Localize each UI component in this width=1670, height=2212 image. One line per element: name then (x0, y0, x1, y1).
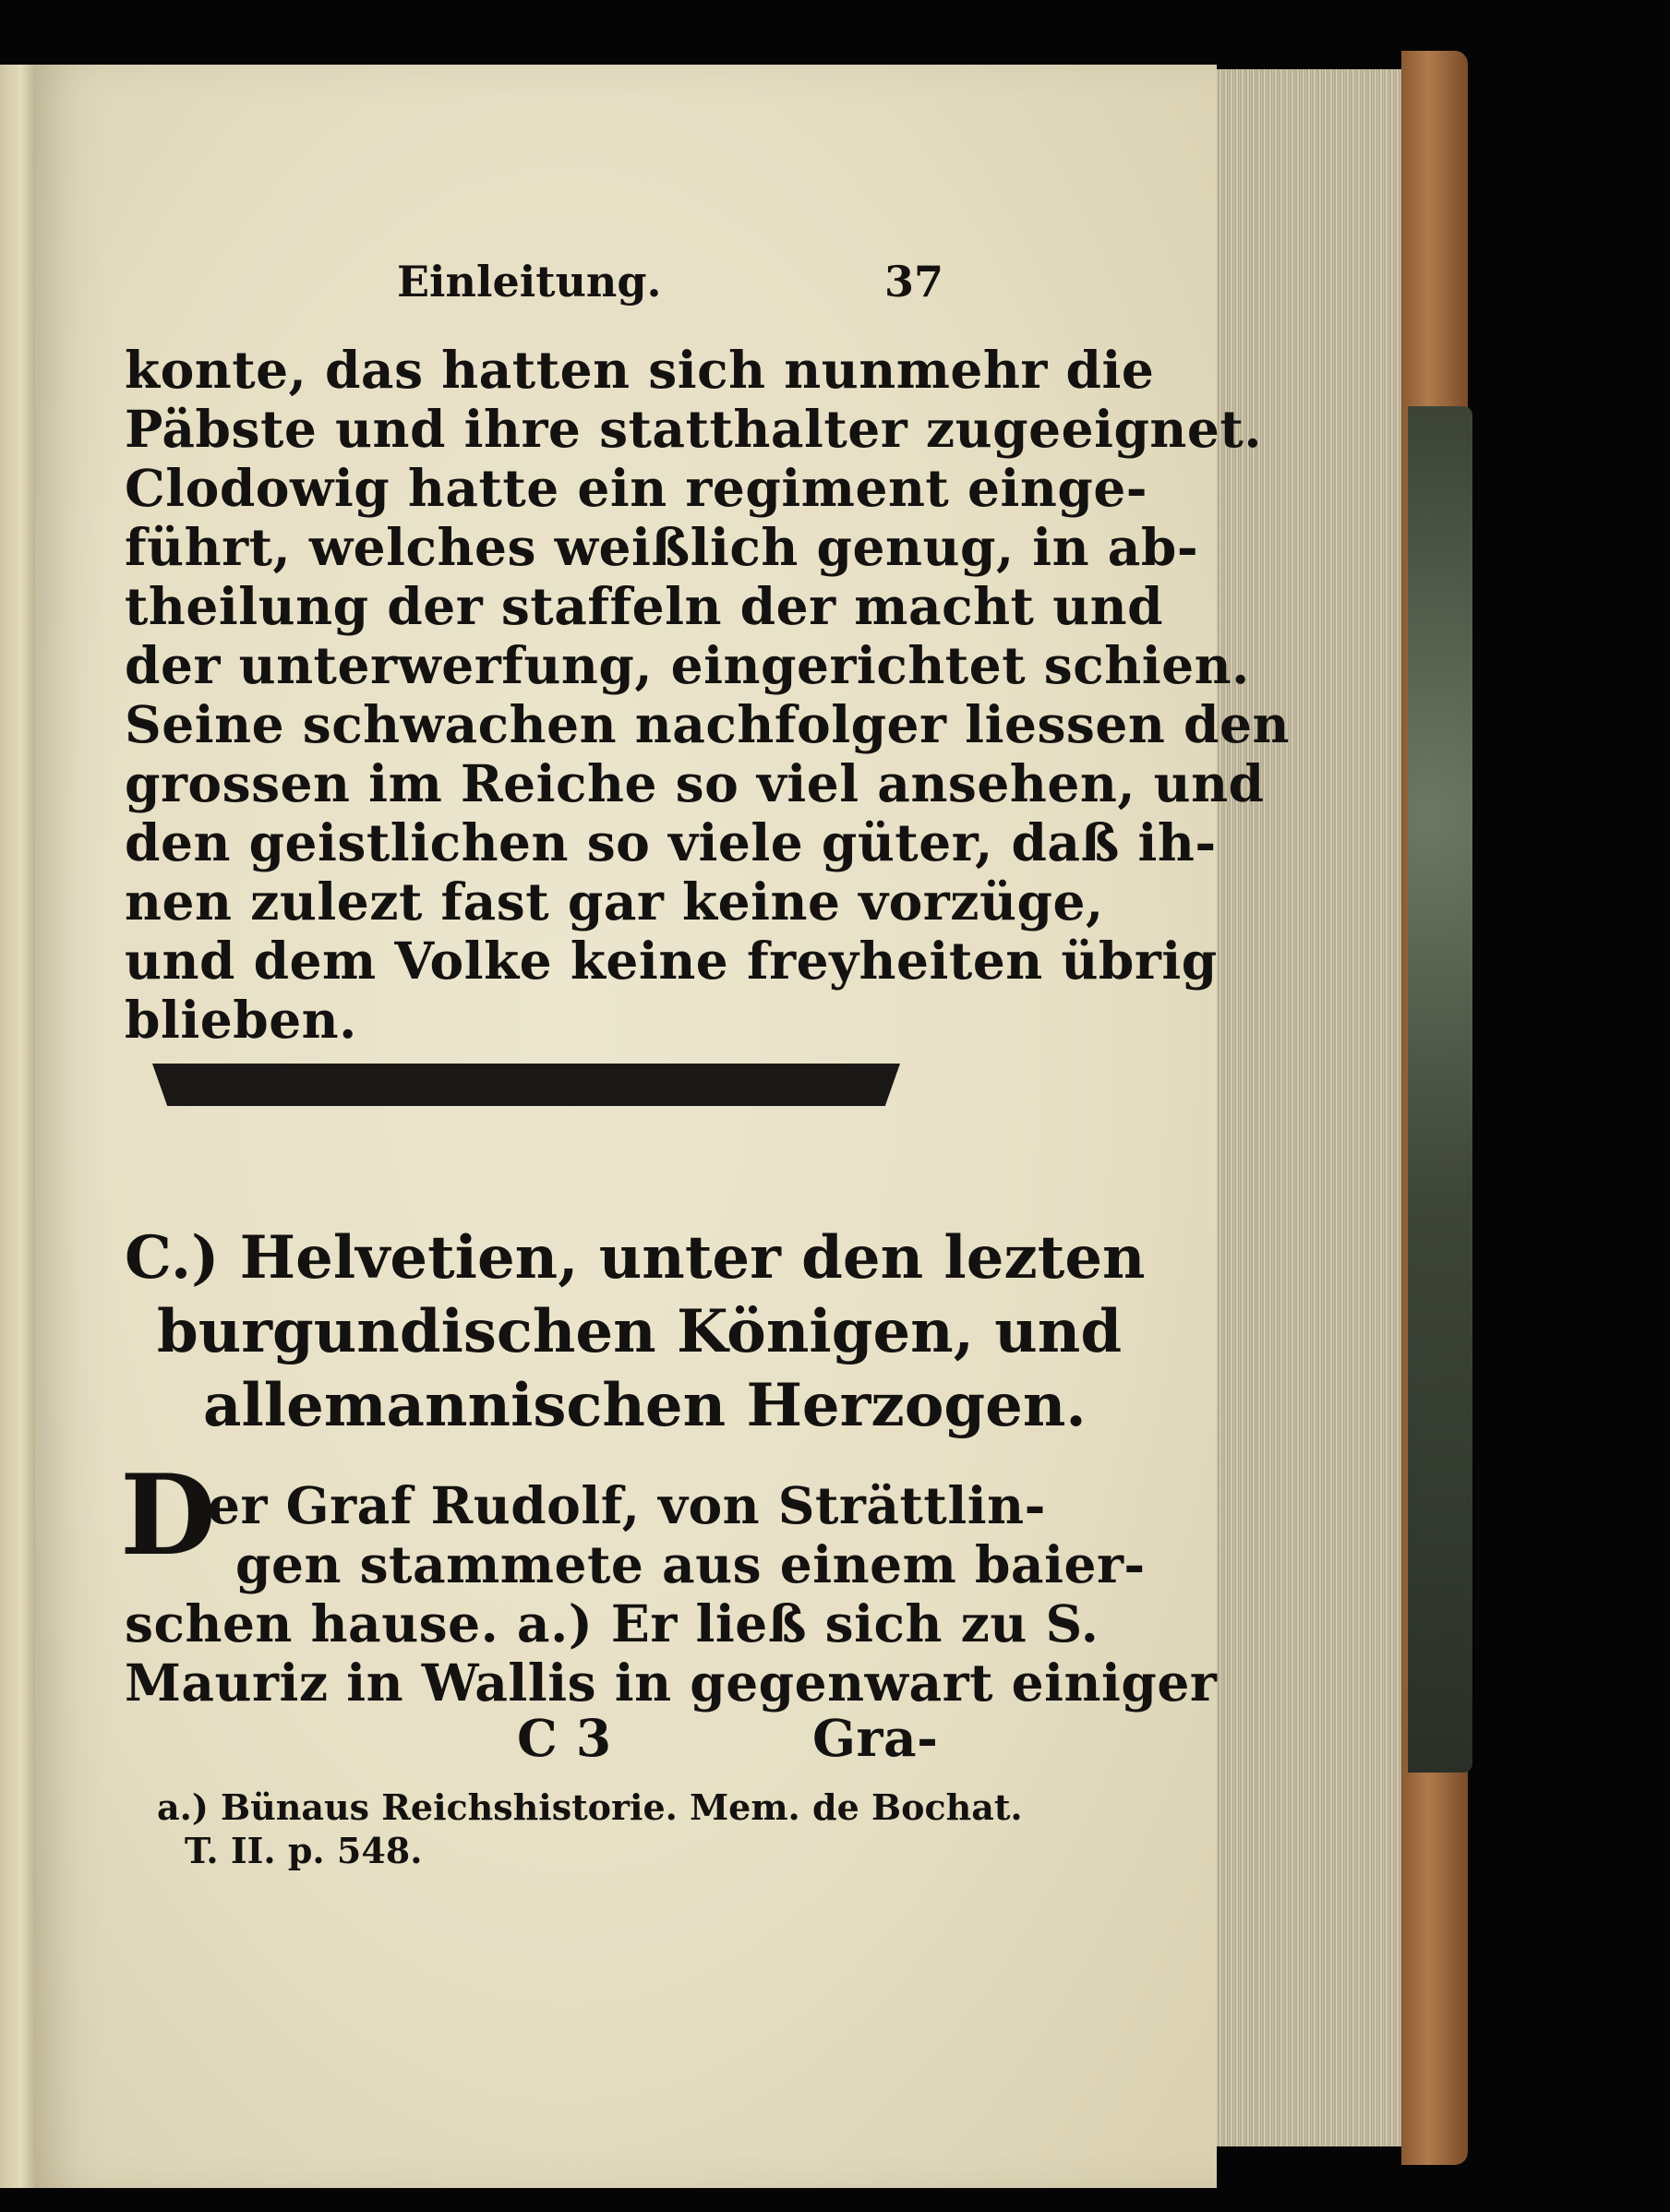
section-line: gen stammete aus einem baier- (235, 1534, 1146, 1594)
section-line: Mauriz in Wallis in gegenwart einiger (125, 1653, 1218, 1713)
body-line: und dem Volke keine freyheiten übrig (125, 931, 1218, 991)
left-page-edge (0, 65, 37, 2188)
footnote-line: T. II. p. 548. (185, 1830, 423, 1871)
body-line: konte, das hatten sich nunmehr die (125, 340, 1155, 400)
body-line: der unterwerfung, eingerichtet schien. (125, 635, 1250, 695)
body-line: theilung der staffeln der macht und (125, 576, 1164, 636)
body-line: blieben. (125, 990, 357, 1050)
body-line: den geistlichen so viele güter, daß ih- (125, 812, 1217, 872)
body-line: Päbste und ihre statthalter zugeeignet. (125, 399, 1262, 459)
body-line: Seine schwachen nachfolger liessen den (125, 694, 1290, 754)
body-line: Clodowig hatte ein regiment einge- (125, 458, 1148, 518)
cover-marbled-paper (1408, 406, 1472, 1773)
body-line: führt, welches weißlich genug, in ab- (125, 517, 1199, 577)
section-heading-line: burgundischen Königen, und (157, 1297, 1123, 1366)
catchword: Gra- (812, 1708, 939, 1768)
signature-mark: C 3 (517, 1708, 612, 1768)
section-heading-line: allemannischen Herzogen. (203, 1371, 1087, 1440)
section-line: er Graf Rudolf, von Strättlin- (208, 1475, 1046, 1535)
footnote-line: a.) Bünaus Reichshistorie. Mem. de Bochat. (157, 1786, 1023, 1828)
ornamental-rule (152, 1064, 900, 1106)
page-number: 37 (884, 257, 944, 307)
body-line: nen zulezt fast gar keine vorzüge, (125, 872, 1104, 932)
running-head: Einleitung. (397, 257, 662, 307)
body-line: grossen im Reiche so viel ansehen, und (125, 753, 1265, 813)
dropcap: D (120, 1450, 217, 1581)
section-heading-line: C.) Helvetien, unter den lezten (125, 1223, 1146, 1292)
page-block-edges (1217, 69, 1401, 2146)
section-line: schen hause. a.) Er ließ sich zu S. (125, 1593, 1099, 1653)
